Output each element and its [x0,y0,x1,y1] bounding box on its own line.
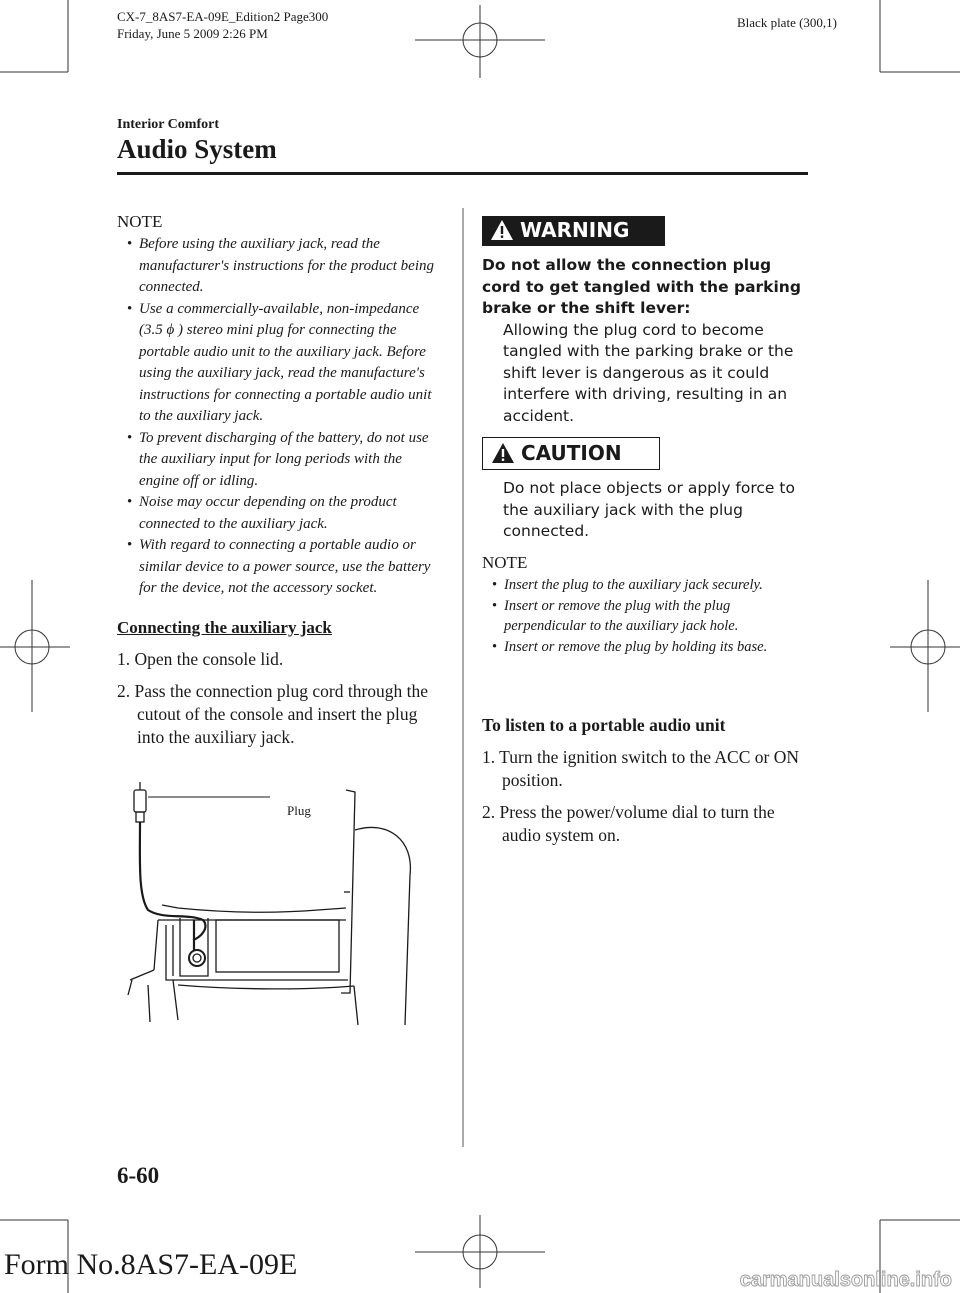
warning-label: WARNING [520,218,630,242]
note-item: • Noise may occur depending on the product connected to the auxiliary jack. [117,492,442,535]
plate-label: Black plate (300,1) [737,15,837,30]
warning-block [482,255,807,427]
site-watermark [690,1268,958,1292]
step-item: 1. Open the console lid. [117,648,284,669]
steps-connecting [117,648,442,749]
console-plug-figure [118,780,438,1030]
caution-label: CAUTION [521,441,622,465]
note-item: • To prevent discharging of the battery, do not use the auxiliary input for long periods with the engine off or idling. [117,428,442,493]
figure-label-plug: Plug [287,803,311,818]
listen-block [482,715,808,847]
caution-body: Do not place objects or apply force to the auxiliary jack with the plug connected. [503,479,795,540]
subheading-listen: To listen to a portable audio unit [482,715,726,735]
step-item: 2. Press the power/volume dial to turn the audio system on. [482,802,775,845]
print-job-info [117,8,328,42]
step-item: 2. Pass the connection plug cord through the cutout of the console and insert the plug into the auxiliary jack. [117,680,429,747]
subheading-connecting: Connecting the auxiliary jack [117,617,332,637]
form-number: Form No.8AS7-EA-09E [4,1248,298,1281]
note-item: • With regard to connecting a portable audio or similar device to a power source, use the battery for the device, not the accessory socket. [117,535,442,600]
warning-label-box [482,216,665,246]
note-heading-right: NOTE [482,553,528,572]
note-item: • Insert or remove the plug by holding its base. [482,637,807,658]
warning-triangle-icon [490,219,514,241]
title-rule [117,172,808,175]
note-item: • Before using the auxiliary jack, read the manufacturer's instructions for the product being connected. [117,234,442,299]
left-column [117,212,442,749]
page-title: Audio System [117,134,277,164]
date-line: Friday, June 5 2009 2:26 PM [117,26,268,41]
note-list [117,234,442,600]
caution-label-box [482,437,660,470]
watermark-text: carmanualsonline.info [739,1269,952,1291]
section-label: Interior Comfort [117,117,219,132]
note-item: • Insert or remove the plug with the plug perpendicular to the auxiliary jack hole. [482,596,807,637]
steps-listen [482,746,808,847]
page-number: 6-60 [117,1163,160,1188]
warning-lead: Do not allow the connection plug cord to get tangled with the parking brake or the shift lever: [482,256,801,317]
caution-triangle-icon [491,442,515,464]
right-note-block [482,553,807,657]
note-list-right [482,575,807,657]
file-line: CX-7_8AS7-EA-09E_Edition2 Page300 [117,9,329,24]
note-heading: NOTE [117,212,163,231]
note-item: • Insert the plug to the auxiliary jack securely. [482,575,807,596]
warning-body: Allowing the plug cord to become tangled with the parking brake or the shift lever is dangerous as it could interfere with driving, resulting in an accident. [503,320,794,425]
step-item: 1. Turn the ignition switch to the ACC or ON position. [482,747,799,790]
note-item: • Use a commercially-available, non-impedance (3.5 ϕ ) stereo mini plug for connecting the portable audio unit to the auxiliary jack. Before using the auxiliary jack, read the manufacture's instructions for connecting a portable audio unit to the auxiliary jack. [117,299,442,428]
